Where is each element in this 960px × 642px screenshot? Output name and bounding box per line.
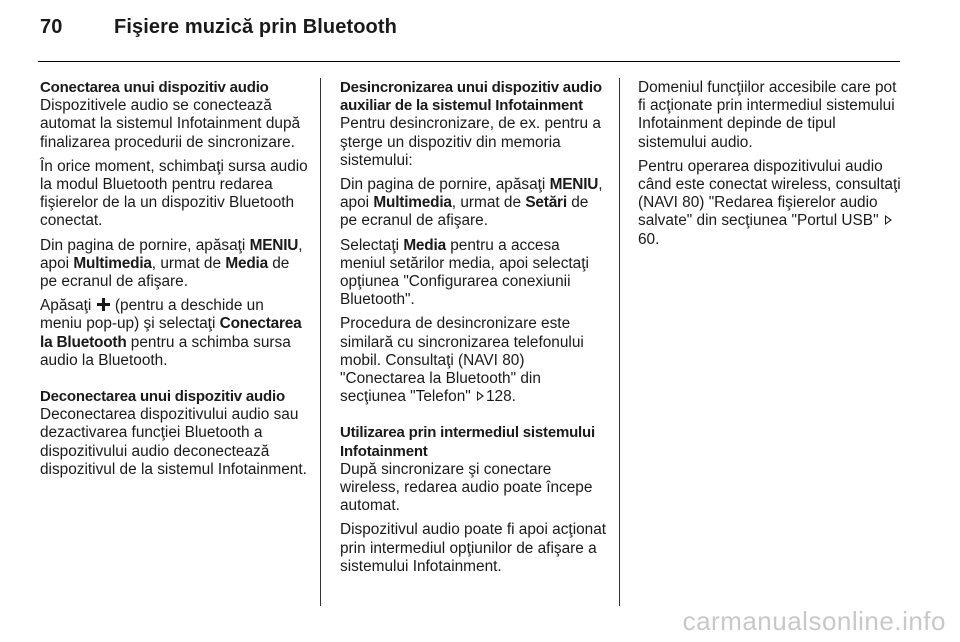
text: pentru a accesa meniul setărilor media, apoi selectaţi opţiunea "Configurarea conexiunii Bluetooth". bbox=[340, 236, 589, 309]
menu-term: Media bbox=[225, 254, 268, 272]
text: Din pagina de pornire, apăsaţi bbox=[340, 176, 550, 194]
menu-term: MENIU bbox=[549, 176, 599, 194]
text: de pe ecranul de afişare. bbox=[340, 194, 589, 230]
paragraph: Domeniul funcţiilor accesibile care pot fi acţionate prin intermediul sistemului Infotainment depinde de tipul sistemului audio. bbox=[638, 79, 897, 151]
text: , urmat de bbox=[451, 194, 526, 212]
page-reference[interactable]: 128. bbox=[486, 388, 516, 406]
paragraph: În orice moment, schimbaţi sursa audio la modul Bluetooth pentru redarea fişierelor de la un dispozitiv Bluetooth conectat. bbox=[40, 157, 308, 230]
paragraph bbox=[40, 237, 308, 292]
text: Pentru operarea dispozitivului audio când este conectat wireless, consultaţi (NAVI 80) "Redarea fişierelor audio salvate" din secţiunea "Portul USB" bbox=[638, 157, 901, 230]
column-2 bbox=[340, 79, 608, 582]
paragraph: Dispozitivul audio poate fi apoi acţionat prin intermediul opţiunilor de afişare a sistemului Infotainment. bbox=[340, 521, 607, 575]
text: Selectaţi bbox=[340, 236, 404, 254]
text: Apăsaţi bbox=[40, 297, 96, 315]
paragraph: Pentru desincronizare, de ex. pentru a şterge un dispozitiv din memoria sistemului: bbox=[340, 115, 601, 169]
paragraph: Dispozitivele audio se conectează automat la sistemul Infotainment după finalizarea procedurii de sincronizare. bbox=[40, 97, 301, 151]
paragraph bbox=[638, 158, 906, 249]
paragraph bbox=[340, 315, 608, 406]
menu-term: Multimedia bbox=[73, 254, 152, 272]
watermark: carmanualsonline.info bbox=[682, 606, 946, 636]
menu-term: Conectarea la Bluetooth bbox=[40, 315, 302, 351]
text: (pentru a deschide un meniu pop-up) şi selectaţi bbox=[40, 297, 264, 333]
header-rule bbox=[38, 61, 900, 62]
column-1 bbox=[40, 79, 308, 485]
page-number: 70 bbox=[40, 16, 63, 38]
column-divider bbox=[619, 78, 620, 606]
text: Procedura de desincronizare este similară cu sincronizarea telefonului mobil. Consultaţi (NAVI 80) "Conectarea la Bluetooth" din secţiunea "Telefon" bbox=[340, 315, 584, 406]
section-heading: Utilizarea prin intermediul sistemului Infotainment bbox=[340, 424, 595, 460]
menu-term: MENIU bbox=[249, 236, 299, 254]
plus-icon bbox=[97, 298, 110, 311]
column-divider bbox=[320, 78, 321, 606]
text: pentru a schimba sursa audio la Bluetooth. bbox=[40, 333, 291, 369]
page-title: Fişiere muzică prin Bluetooth bbox=[114, 16, 397, 38]
paragraph: După sincronizare şi conectare wireless, redarea audio poate începe automat. bbox=[340, 460, 593, 515]
text: , apoi bbox=[340, 176, 603, 212]
page-reference-icon bbox=[477, 391, 484, 401]
menu-term: Multimedia bbox=[373, 194, 452, 212]
menu-term: Media bbox=[403, 236, 446, 254]
text: , urmat de bbox=[151, 254, 226, 272]
page-header bbox=[40, 16, 397, 39]
page-reference-icon bbox=[885, 215, 892, 225]
text: de pe ecranul de afişare. bbox=[40, 254, 290, 291]
text: , apoi bbox=[40, 236, 303, 272]
column-3 bbox=[638, 79, 906, 255]
text: Din pagina de pornire, apăsaţi bbox=[40, 236, 250, 254]
paragraph: Deconectarea dispozitivului audio sau dezactivarea funcţiei Bluetooth a dispozitivului audio deconectează dispozitivul de la sistemul Infotainment. bbox=[40, 406, 307, 478]
page-reference[interactable]: 60. bbox=[638, 230, 660, 248]
menu-term: Setări bbox=[525, 194, 567, 212]
paragraph bbox=[340, 237, 608, 310]
paragraph bbox=[40, 297, 308, 370]
section-heading: Desincronizarea unui dispozitiv audio auxiliar de la sistemul Infotainment bbox=[340, 79, 602, 115]
paragraph bbox=[340, 176, 608, 231]
section-heading: Deconectarea unui dispozitiv audio bbox=[40, 388, 285, 406]
section-heading: Conectarea unui dispozitiv audio bbox=[40, 79, 269, 96]
